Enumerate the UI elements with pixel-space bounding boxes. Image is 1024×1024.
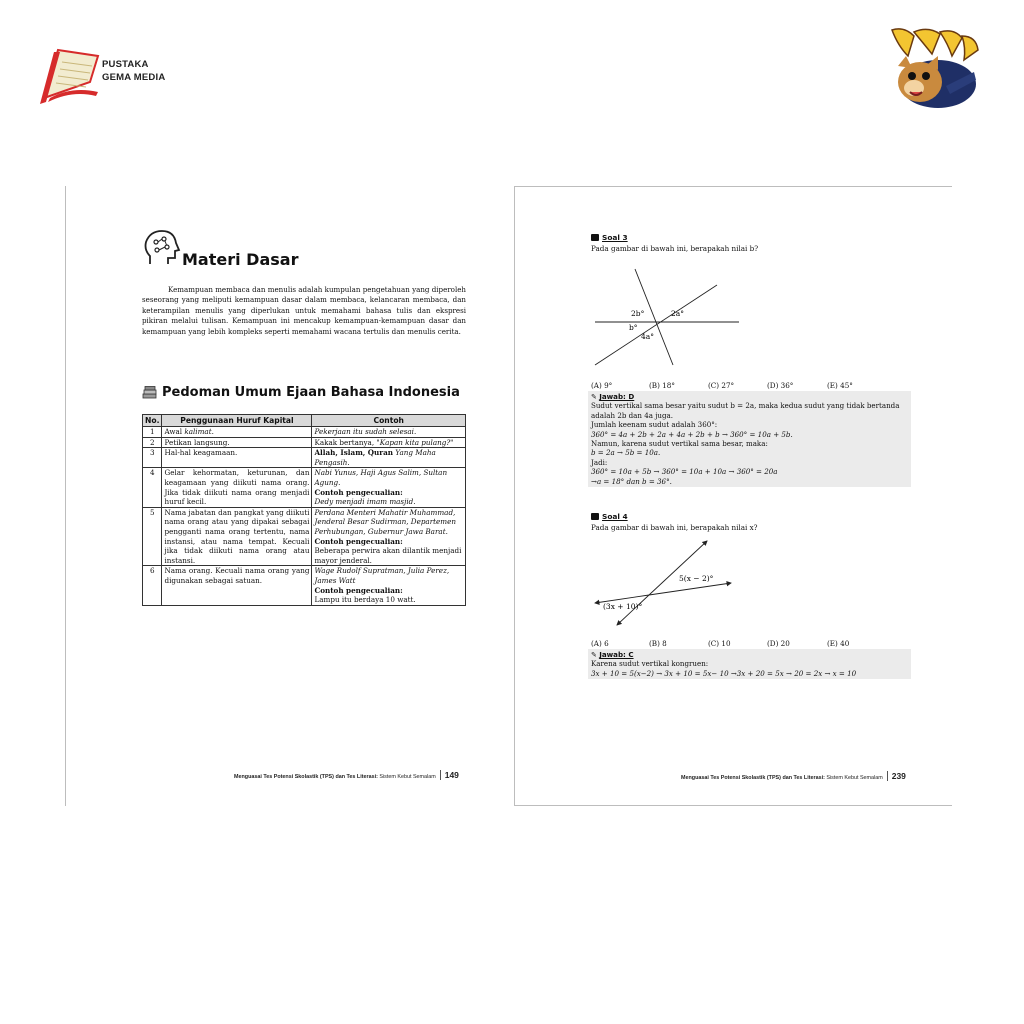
answer-line: 3x + 10 = 5(x−2) → 3x + 10 = 5x− 10 →3x + 20 = 5x → 20 = 2x → x = 10 bbox=[591, 668, 857, 678]
table-row bbox=[143, 448, 466, 468]
page-number: 149 bbox=[440, 770, 459, 780]
question-3-text: Pada gambar di bawah ini, berapakah nilai b? bbox=[591, 244, 759, 253]
question-3-label-text: Soal 3 bbox=[602, 233, 628, 242]
page-footer-right bbox=[681, 771, 906, 781]
row-number: 2 bbox=[143, 437, 162, 448]
option-d: (D) 36° bbox=[767, 381, 794, 390]
example-cell bbox=[312, 566, 466, 605]
head-brain-icon bbox=[142, 228, 182, 268]
answer-line: 360° = 4a + 2b + 2a + 4a + 2b + b → 360° = 10a + 5b. bbox=[591, 429, 793, 439]
answer-line: Karena sudut vertikal kongruen: bbox=[591, 659, 709, 669]
table-row bbox=[143, 468, 466, 507]
answer-line: Namun, karena sudut vertikal sama besar, maka: bbox=[591, 439, 768, 449]
usage-cell bbox=[162, 448, 312, 468]
option-e: (E) 40 bbox=[827, 639, 850, 648]
capitalization-table bbox=[142, 414, 466, 606]
example-text: Kakak bertanya, " bbox=[314, 437, 380, 447]
header-no: No. bbox=[143, 415, 162, 427]
book-icon bbox=[591, 234, 599, 241]
footer-book-title: Menguasai Tes Potensi Skolastik (TPS) dan Tes Literasi: bbox=[681, 775, 825, 781]
angle-label-4a: 4a° bbox=[641, 332, 654, 341]
question-3-options bbox=[591, 381, 891, 391]
exception-text: Dedy menjadi imam masjid. bbox=[314, 497, 416, 507]
usage-cell bbox=[162, 437, 312, 448]
mascot-logo bbox=[884, 26, 984, 112]
angle-label-2b: 2b° bbox=[631, 309, 645, 318]
row-number: 3 bbox=[143, 448, 162, 468]
option-b: (B) 18° bbox=[649, 381, 675, 390]
question-4-answer-box bbox=[588, 649, 911, 679]
row-number: 6 bbox=[143, 566, 162, 605]
question-4-label-text: Soal 4 bbox=[602, 512, 628, 521]
usage-text: Awal bbox=[164, 427, 185, 436]
usage-text: Gelar kehormatan, keturunan, dan keagamaan yang diikuti nama orang. Jika tidak diikuti nama orang menjadi huruf kecil. bbox=[164, 468, 310, 507]
usage-cell bbox=[162, 468, 312, 507]
books-stack-icon bbox=[142, 386, 158, 400]
angle-figure-4 bbox=[591, 537, 741, 627]
table-header-row bbox=[143, 415, 466, 427]
exception-label: Contoh pengecualian: bbox=[314, 487, 403, 497]
question-4-text: Pada gambar di bawah ini, berapakah nilai x? bbox=[591, 523, 758, 532]
section-title-materi-dasar: Materi Dasar bbox=[182, 250, 299, 269]
question-3-answer-box bbox=[588, 391, 911, 487]
pencil-icon: ✎ bbox=[591, 650, 600, 659]
table-row bbox=[143, 566, 466, 605]
page-number: 239 bbox=[887, 771, 906, 781]
question-4-options bbox=[591, 639, 891, 649]
example-cell bbox=[312, 507, 466, 566]
question-3-label bbox=[591, 233, 628, 242]
footer-series: Sistem Kebut Semalam bbox=[377, 774, 436, 780]
header-usage: Penggunaan Huruf Kapital bbox=[162, 415, 312, 427]
publisher-name-line2: GEMA MEDIA bbox=[102, 72, 166, 83]
angle-label-2a: 2a° bbox=[671, 309, 684, 318]
usage-text: Petikan langsung. bbox=[164, 437, 230, 447]
answer-line: 360° = 10a + 5b → 360° = 10a + 10a → 360° = 20a bbox=[591, 467, 778, 477]
row-number: 1 bbox=[143, 427, 162, 438]
option-a: (A) 6 bbox=[591, 639, 609, 648]
book-logo-icon bbox=[38, 42, 104, 108]
example-cell bbox=[312, 437, 466, 448]
exception-text: Beberapa perwira akan dilantik menjadi mayor jenderal. bbox=[314, 546, 462, 565]
exception-label: Contoh pengecualian: bbox=[314, 536, 403, 546]
answer-line: b = 2a → 5b = 10a. bbox=[591, 448, 661, 458]
intro-paragraph: Kemampuan membaca dan menulis adalah kumpulan pengetahuan yang diperoleh seseorang yang meliputi kemampuan dasar dalam membaca, kelancaran membaca, dan keterampilan menulis yang diperlukan untuk memahami bahasa tulis dan ekspresi pikiran melalui tulisan. Kemampuan ini mencakup kemampuan-kemampuan dasar dan kemampuan yang lebih kompleks seperti memahami wacana tertulis dan menulis cerita. bbox=[142, 285, 466, 336]
usage-text-italic: kalimat. bbox=[184, 427, 214, 436]
example-text: Pekerjaan itu sudah selesai. bbox=[314, 427, 417, 436]
left-page bbox=[65, 186, 509, 806]
right-page bbox=[514, 186, 952, 806]
option-a: (A) 9° bbox=[591, 381, 613, 390]
publisher-logo bbox=[38, 42, 198, 108]
usage-cell bbox=[162, 507, 312, 566]
usage-text: Nama jabatan dan pangkat yang diikuti nama orang atau yang dipakai sebagai pengganti nama orang tertentu, nama instansi, atau nama tempat. Kecuali jika tidak diikuti nama orang atau instansi. bbox=[164, 507, 310, 565]
angle-label-3x-10: (3x + 10)° bbox=[603, 602, 643, 611]
example-cell bbox=[312, 468, 466, 507]
example-text-bold: Allah, Islam, Quran bbox=[314, 448, 393, 458]
angle-figure-3 bbox=[591, 267, 741, 367]
option-d: (D) 20 bbox=[767, 639, 790, 648]
table-row bbox=[143, 507, 466, 566]
answer-label: Jawab: D bbox=[599, 392, 635, 401]
example-text-italic: Kapan kita pulang?" bbox=[379, 437, 454, 447]
angle-label-b: b° bbox=[629, 323, 638, 332]
header-example: Contoh bbox=[312, 415, 466, 427]
row-number: 5 bbox=[143, 507, 162, 566]
table-row bbox=[143, 427, 466, 438]
publisher-name-line1: PUSTAKA bbox=[102, 59, 149, 70]
mascot-icon bbox=[884, 26, 984, 112]
usage-text: Hal-hal keagamaan. bbox=[164, 448, 238, 458]
footer-series: Sistem Kebut Semalam bbox=[824, 775, 883, 781]
example-cell bbox=[312, 427, 466, 438]
example-text-italic: Yang Maha Pengasih. bbox=[314, 448, 436, 467]
example-text: Nabi Yunus, Haji Agus Salim, Sultan Agung. bbox=[314, 468, 448, 487]
table-row bbox=[143, 437, 466, 448]
example-cell bbox=[312, 448, 466, 468]
angle-label-5x-2: 5(x − 2)° bbox=[679, 574, 714, 583]
usage-text: Nama orang. Kecuali nama orang yang digunakan sebagai satuan. bbox=[164, 566, 310, 585]
answer-line: →a = 18° dan b = 36°. bbox=[591, 476, 672, 486]
example-text: Wage Rudolf Supratman, Julia Perez, James Watt bbox=[314, 566, 450, 585]
answer-line: Jumlah keenam sudut adalah 360°: bbox=[591, 420, 718, 430]
option-c: (C) 10 bbox=[708, 639, 731, 648]
section-title-pedoman: Pedoman Umum Ejaan Bahasa Indonesia bbox=[162, 385, 460, 400]
row-number: 4 bbox=[143, 468, 162, 507]
usage-cell bbox=[162, 566, 312, 605]
page-footer-left bbox=[234, 770, 459, 780]
book-icon bbox=[591, 513, 599, 520]
example-text: Perdana Menteri Mahatir Muhammad, Jenderal Besar Sudirman, Departemen Perhubungan, Gubernur Jawa Barat. bbox=[314, 507, 456, 536]
footer-book-title: Menguasai Tes Potensi Skolastik (TPS) dan Tes Literasi: bbox=[234, 774, 378, 780]
question-4-label bbox=[591, 512, 628, 521]
exception-text: Lampu itu berdaya 10 watt. bbox=[314, 595, 416, 605]
option-e: (E) 45° bbox=[827, 381, 853, 390]
answer-line: Sudut vertikal sama besar yaitu sudut b = 2a, maka kedua sudut yang tidak bertanda adalah 2b dan 4a juga. bbox=[591, 401, 900, 420]
option-c: (C) 27° bbox=[708, 381, 735, 390]
exception-label: Contoh pengecualian: bbox=[314, 585, 403, 595]
answer-label: Jawab: C bbox=[599, 650, 634, 659]
usage-cell bbox=[162, 427, 312, 438]
answer-line: Jadi: bbox=[591, 457, 608, 467]
option-b: (B) 8 bbox=[649, 639, 667, 648]
pencil-icon: ✎ bbox=[591, 392, 600, 401]
